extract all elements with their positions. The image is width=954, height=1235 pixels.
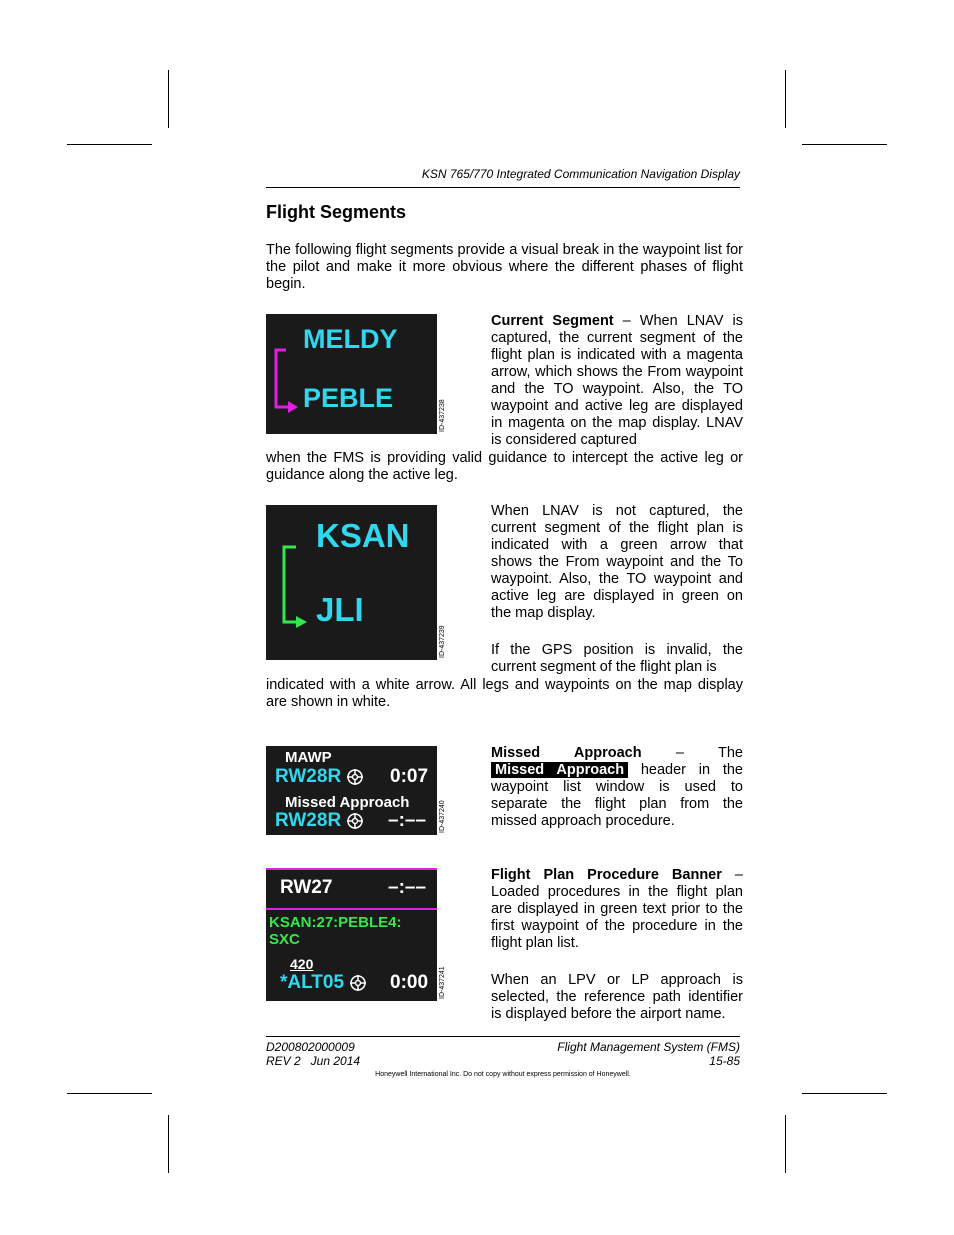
figure-id: ID-437238: [439, 399, 446, 432]
figure-procedure-banner: [266, 868, 437, 1001]
figure-current-segment: [266, 314, 437, 434]
crop-mark: [802, 1093, 887, 1094]
magenta-divider: [266, 868, 437, 870]
waypoint-to: PEBLE: [303, 383, 394, 413]
figure-id: ID-437241: [439, 966, 446, 999]
current-segment-text: Current Segment – When LNAV is captured, the current segment of the flight plan is indicated with a magenta arrow, which shows the From waypoint and the TO waypoint. Also, the TO waypoint and active leg are displayed in magenta on the map display. LNAV is considered captured: [491, 313, 743, 448]
figure-id: ID-437240: [439, 800, 446, 833]
missed-approach-text: Missed Approach header in the waypoint list window is used to separate the flight plan from the missed approach procedure.: [491, 762, 744, 829]
gps-invalid-text: If the GPS position is invalid, the current segment of the flight plan is: [491, 642, 743, 675]
figure-lnav-not-captured: [266, 505, 437, 660]
term-missed-approach: Missed Approach: [491, 745, 642, 761]
crop-mark: [168, 1115, 169, 1173]
time-alt05: 0:00: [390, 972, 429, 993]
copyright-notice: Honeywell International Inc. Do not copy without express permission of Honeywell.: [375, 1071, 631, 1078]
lpv-text: When an LPV or LP approach is selected, the reference path identifier is displayed before the airport name.: [491, 972, 743, 1022]
waypoint-row-2: RW28R: [275, 810, 364, 832]
header-rule: [266, 187, 740, 188]
procedure-banner-line-2: SXC: [269, 931, 300, 948]
waypoint-from: MELDY: [303, 324, 398, 354]
missed-approach-header: Missed Approach: [285, 794, 410, 811]
figure-id: ID-437239: [439, 625, 446, 658]
running-header: KSN 765/770 Integrated Communication Navigation Display: [421, 167, 740, 181]
term-procedure-banner: Flight Plan Procedure Banner: [491, 867, 722, 883]
missed-approach-highlight: Missed Approach: [491, 762, 628, 778]
crop-mark: [785, 70, 786, 128]
gps-invalid-continued: indicated with a white arrow. All legs and waypoints on the map display are shown in white.: [266, 677, 743, 710]
figure-missed-approach: [266, 746, 437, 835]
revision: REV 2 Jun 2014: [266, 1054, 361, 1068]
time-row-1: 0:07: [390, 766, 429, 787]
missed-approach-first-line: Missed Approach – The: [491, 745, 743, 761]
current-segment-continued: when the FMS is providing valid guidance to intercept the active leg or guidance along the active leg.: [266, 450, 743, 483]
procedure-banner-text: Flight Plan Procedure Banner – Loaded procedures in the flight plan are displayed in green text prior to the first waypoint of the procedure in the flight plan list.: [491, 867, 743, 951]
crop-mark: [67, 1093, 152, 1094]
mawp-label: MAWP: [285, 749, 332, 766]
footer-rule: [266, 1036, 740, 1037]
page-number: 15-85: [709, 1054, 740, 1068]
crop-mark: [802, 144, 887, 145]
waypoint-to: JLI: [316, 591, 364, 628]
crop-mark: [168, 70, 169, 128]
crosshair-icon: [349, 974, 367, 992]
waypoint-alt05: *ALT05: [280, 972, 367, 994]
waypoint-from: KSAN: [316, 517, 410, 554]
term-current-segment: Current Segment: [491, 313, 614, 329]
crop-mark: [785, 1115, 786, 1173]
crosshair-icon: [346, 768, 364, 786]
time-row-2: –:––: [388, 810, 427, 831]
magenta-divider: [266, 908, 437, 910]
waypoint-rw27: RW27: [280, 877, 333, 898]
crosshair-icon: [346, 812, 364, 830]
procedure-banner-line-1: KSAN:27:PEBLE4:: [269, 914, 402, 931]
footer-section-title: Flight Management System (FMS): [557, 1040, 740, 1054]
current-segment-body: When LNAV is captured, the current segment of the flight plan is indicated with a magenta arrow, which shows the From waypoint and the TO waypoint. Also, the TO waypoint and active leg are displayed in magenta on the map display. LNAV is considered captured: [491, 313, 743, 448]
section-heading: Flight Segments: [266, 202, 407, 222]
intro-paragraph: The following flight segments provide a visual break in the waypoint list for the pilot and make it more obvious where the different phases of flight begin.: [266, 242, 743, 292]
doc-number: D200802000009: [266, 1040, 355, 1054]
time-rw27: –:––: [388, 877, 427, 898]
altitude-constraint: 420: [290, 956, 314, 972]
not-captured-text: When LNAV is not captured, the current segment of the flight plan is indicated with a green arrow that shows the From waypoint and the To waypoint. Also, the TO waypoint and active leg are displayed in green on the map display.: [491, 503, 743, 621]
waypoint-row-1: RW28R: [275, 766, 364, 788]
crop-mark: [67, 144, 152, 145]
